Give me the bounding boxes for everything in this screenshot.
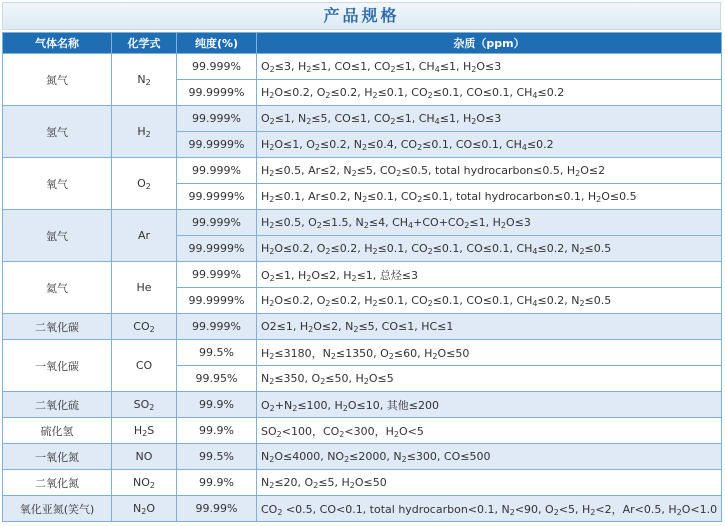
purity-cell: 99.9%: [177, 418, 257, 444]
header-purity: 纯度(%): [177, 33, 257, 54]
table-row: [3, 496, 722, 522]
table-row: [3, 444, 722, 470]
purity-cell: 99.9%: [177, 470, 257, 496]
formula-cell: $NO_2$: [112, 470, 177, 496]
impurity-cell: $H_2O\le 1$, $O_2\le 0.2$, $N_2\le 0.4$, $CO_2\le 0.1$, CO≤0.1, $CH_4\le 0.2$: [257, 132, 722, 158]
formula-cell: $CO_2$: [112, 314, 177, 340]
purity-cell: 99.5%: [177, 444, 257, 470]
purity-cell: 99.999%: [177, 210, 257, 236]
purity-cell: 99.999%: [177, 158, 257, 184]
table-row: [3, 262, 722, 288]
purity-cell: 99.9999%: [177, 288, 257, 314]
impurity-cell: $H_2\le 0.5$, $O_2\le 1.5$, $N_2\le 4$, $CH_4+CO+CO_2\le 1$, $H_2O\le 3$: [257, 210, 722, 236]
impurity-cell: O2≤1, $H_2O\le 2$, $N_2\le 5$, CO≤1, HC≤1: [257, 314, 722, 340]
table-row: [3, 158, 722, 184]
impurity-cell: $H_2O\le 0.2$, $O_2\le 0.2$, $H_2\le 0.1$, $CO_2\le 0.1$, CO≤0.1, $CH_4\le 0.2$, $N_2\le 0.5$: [257, 236, 722, 262]
impurity-cell: $CO_2 <0.5$, CO<0.1, total hydrocarbon<0.1, $N_2<90$, $O_2<5$, $H_2<2$，Ar<0.5, $H_2O<1.0$: [257, 496, 722, 522]
gas-name-cell: 氧化亚氮(笑气): [3, 496, 112, 522]
formula-cell: $H_2S$: [112, 418, 177, 444]
impurity-cell: $H_2\le 3180$，$N_2\le 1350$, $O_2\le 60$, $H_2O\le 50$: [257, 340, 722, 366]
impurity-cell: $N_2\le 350$, $O_2\le 50$, $H_2O\le 5$: [257, 366, 722, 392]
table-row: [3, 106, 722, 132]
gas-name-cell: 氮气: [3, 54, 112, 106]
purity-cell: 99.9999%: [177, 236, 257, 262]
impurity-cell: $N_2\le 20$, $O_2\le 5$, $H_2O\le 50$: [257, 470, 722, 496]
table-row: [3, 392, 722, 418]
formula-cell: CO: [112, 340, 177, 392]
page-title: 产品规格: [2, 2, 721, 30]
gas-name-cell: 一氧化氮: [3, 444, 112, 470]
product-spec-table: [2, 32, 722, 522]
gas-name-cell: 氧气: [3, 158, 112, 210]
formula-cell: Ar: [112, 210, 177, 262]
table-header-row: [3, 33, 722, 54]
gas-name-cell: 二氧化碳: [3, 314, 112, 340]
formula-cell: He: [112, 262, 177, 314]
impurity-cell: $O_2+N_2\le 100$, $H_2O\le 10$, 其他≤200: [257, 392, 722, 418]
gas-name-cell: 氢气: [3, 106, 112, 158]
table-row: [3, 210, 722, 236]
purity-cell: 99.999%: [177, 262, 257, 288]
purity-cell: 99.95%: [177, 366, 257, 392]
impurity-cell: $O_2\le 1$, $N_2\le 5$, CO≤1, $CO_2\le 1$, $CH_4\le 1$, $H_2O\le 3$: [257, 106, 722, 132]
gas-name-cell: 氦气: [3, 262, 112, 314]
gas-name-cell: 二氧化氮: [3, 470, 112, 496]
formula-cell: NO: [112, 444, 177, 470]
header-formula: 化学式: [112, 33, 177, 54]
purity-cell: 99.5%: [177, 340, 257, 366]
formula-cell: $H_2$: [112, 106, 177, 158]
purity-cell: 99.9999%: [177, 80, 257, 106]
gas-name-cell: 二氧化硫: [3, 392, 112, 418]
impurity-cell: $O_2\le 3$, $H_2\le 1$, CO≤1, $CO_2\le 1$, $CH_4\le 1$, $H_2O\le 3$: [257, 54, 722, 80]
header-impurity: 杂质（ppm）: [257, 33, 722, 54]
purity-cell: 99.9999%: [177, 132, 257, 158]
gas-name-cell: 一氧化碳: [3, 340, 112, 392]
formula-cell: $N_2O$: [112, 496, 177, 522]
table-body: [3, 54, 722, 522]
impurity-cell: $SO_2<100$，$CO_2<300$，$H_2O<5$: [257, 418, 722, 444]
header-gas-name: 气体名称: [3, 33, 112, 54]
impurity-cell: $H_2\le 0.1$, Ar≤0.2, $N_2\le 0.1$, $CO_2\le 0.1$, total hydrocarbon≤0.1, $H_2O\le 0.5$: [257, 184, 722, 210]
formula-cell: $SO_2$: [112, 392, 177, 418]
impurity-cell: $O_2\le 1$, $H_2O\le 2$, $H_2\le 1$, 总烃≤3: [257, 262, 722, 288]
formula-cell: $O_2$: [112, 158, 177, 210]
table-row: [3, 54, 722, 80]
formula-cell: $N_2$: [112, 54, 177, 106]
table-row: [3, 470, 722, 496]
gas-name-cell: 硫化氢: [3, 418, 112, 444]
purity-cell: 99.999%: [177, 106, 257, 132]
impurity-cell: $N_2O\le 4000$, $NO_2\le 2000$, $N_2\le 300$, CO≤500: [257, 444, 722, 470]
purity-cell: 99.999%: [177, 314, 257, 340]
table-row: [3, 314, 722, 340]
impurity-cell: $H_2O\le 0.2$, $O_2\le 0.2$, $H_2\le 0.1$, $CO_2\le 0.1$, CO≤0.1, $CH_4\le 0.2$, $N_2\le 0.5$: [257, 288, 722, 314]
table-row: [3, 418, 722, 444]
gas-name-cell: 氩气: [3, 210, 112, 262]
impurity-cell: $H_2O\le 0.2$, $O_2\le 0.2$, $H_2\le 0.1$, $CO_2\le 0.1$, CO≤0.1, $CH_4\le 0.2$: [257, 80, 722, 106]
impurity-cell: $H_2\le 0.5$, Ar≤2, $N_2\le 5$, $CO_2\le 0.5$, total hydrocarbon≤0.5, $H_2O\le 2$: [257, 158, 722, 184]
purity-cell: 99.99%: [177, 496, 257, 522]
purity-cell: 99.9%: [177, 392, 257, 418]
purity-cell: 99.999%: [177, 54, 257, 80]
purity-cell: 99.9999%: [177, 184, 257, 210]
table-row: [3, 340, 722, 366]
